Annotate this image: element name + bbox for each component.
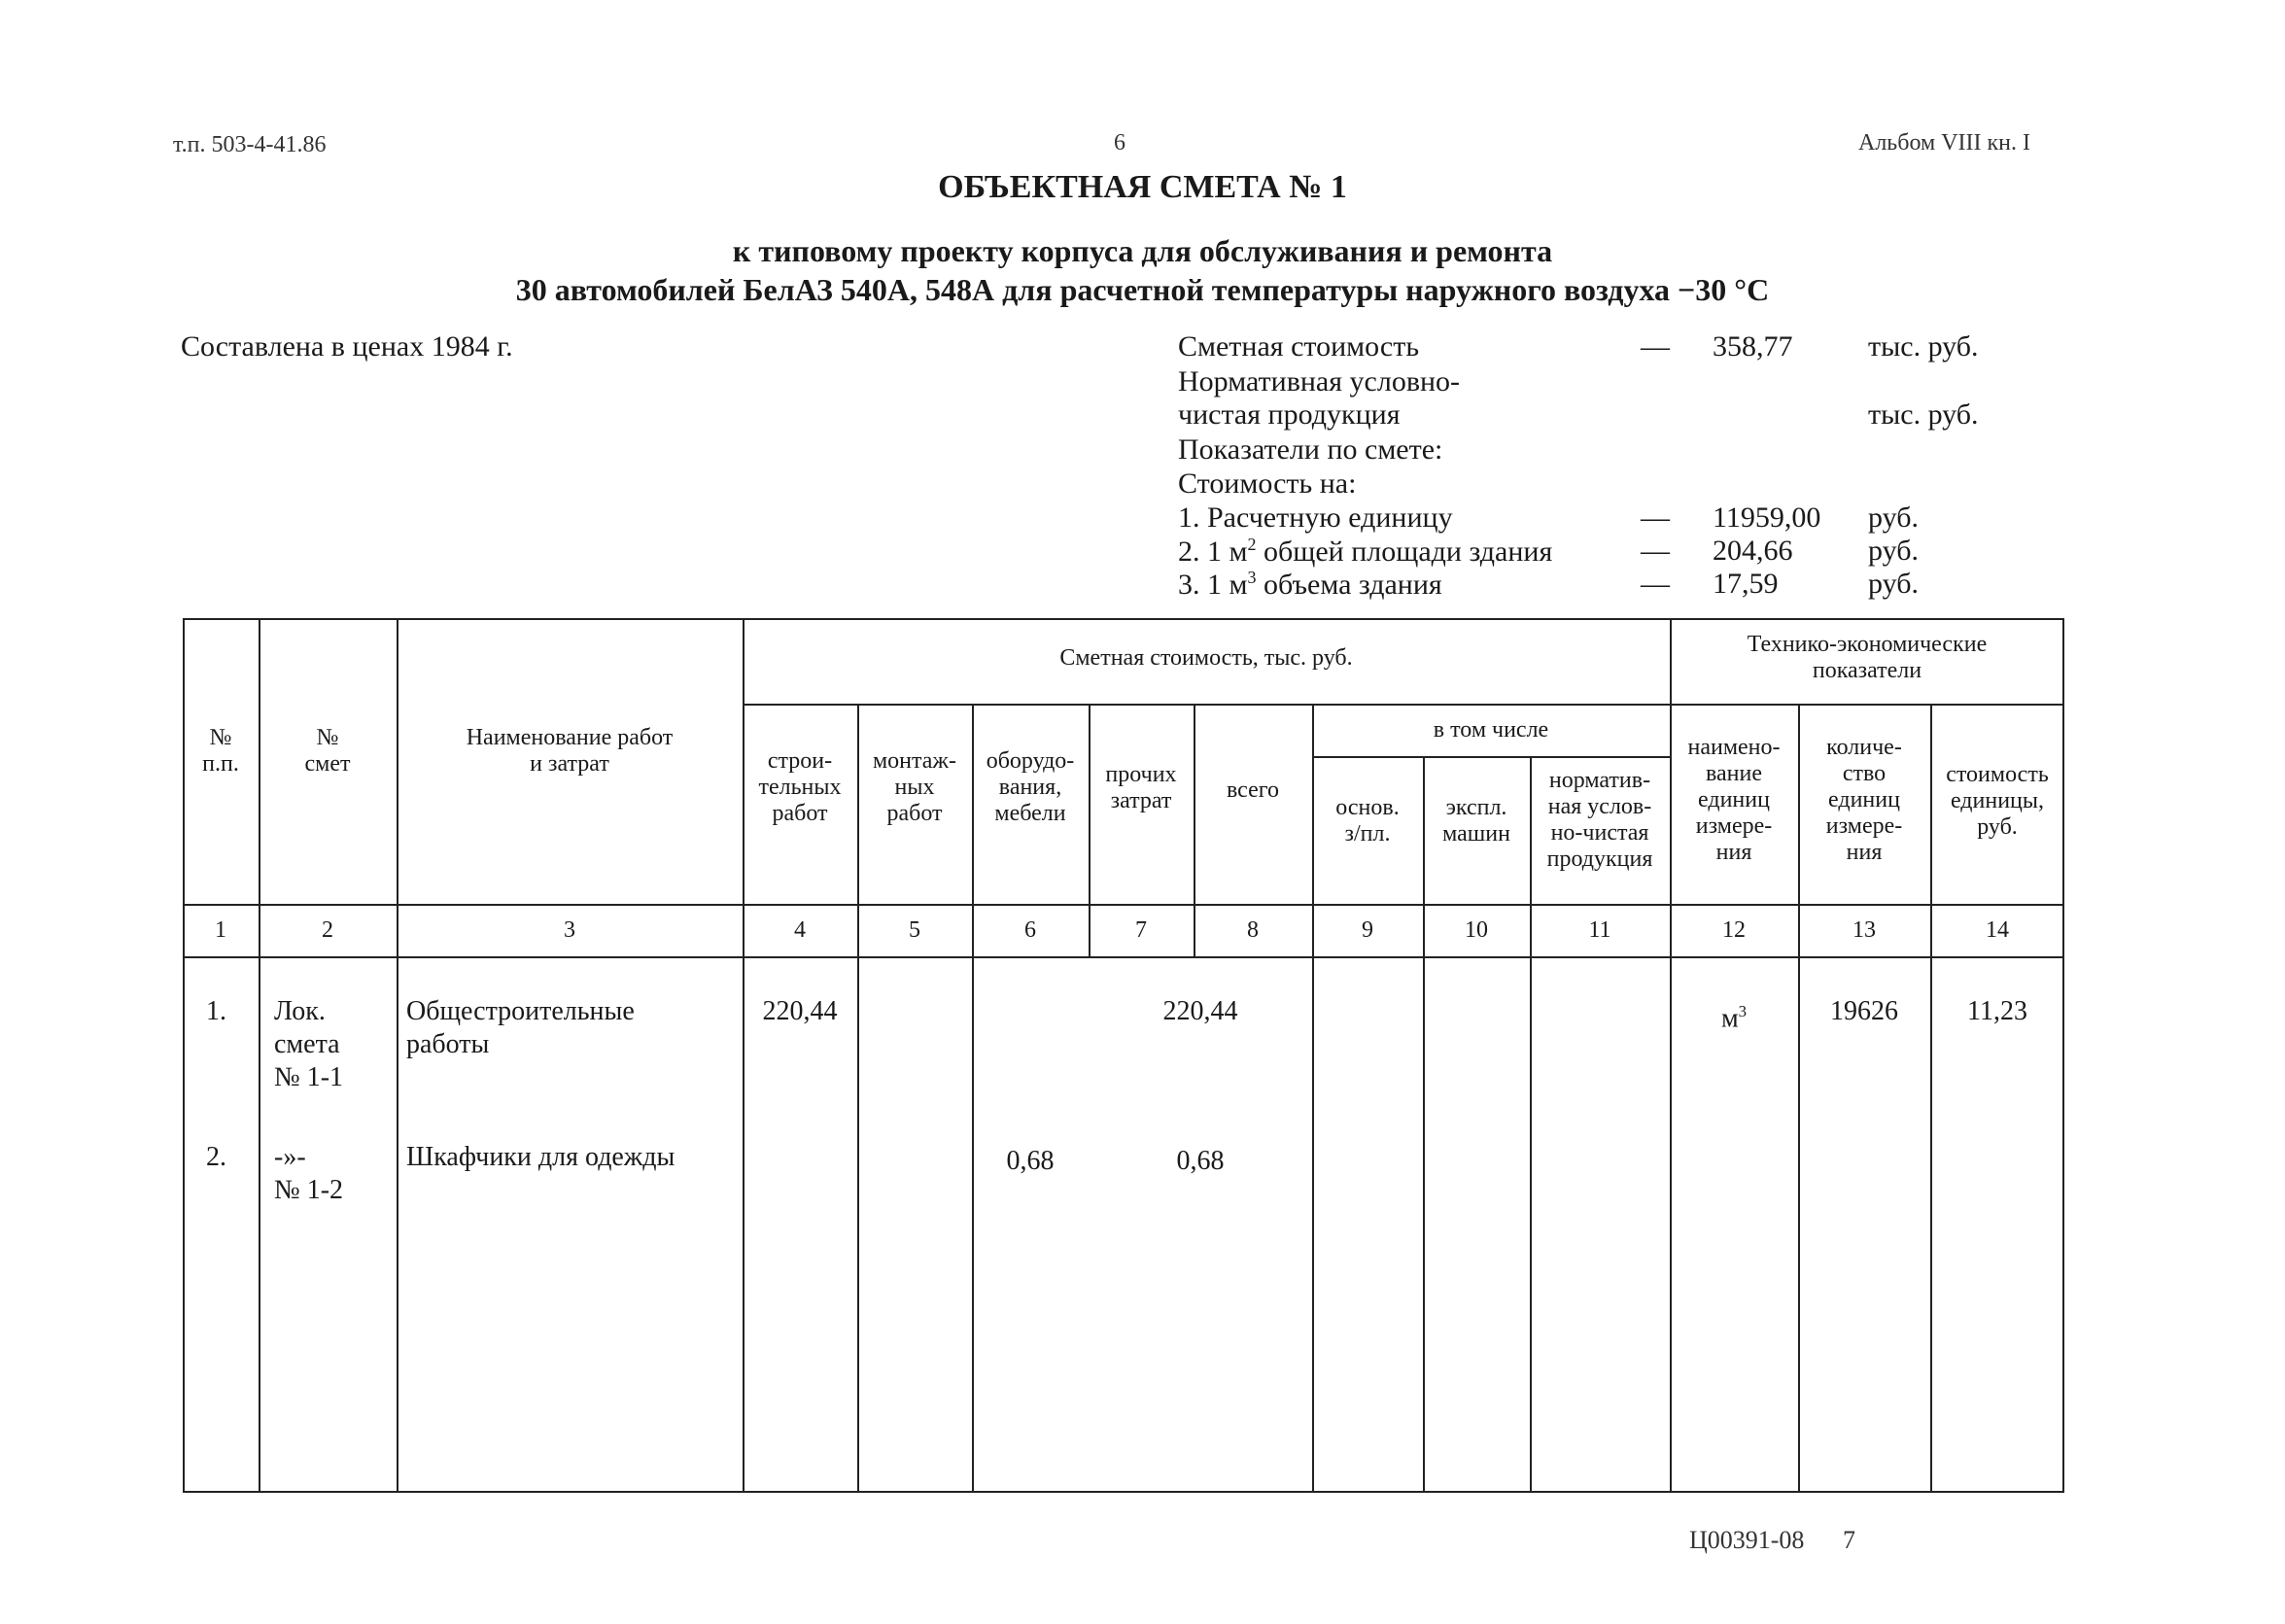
summary-item-3-dash: — [1641,568,1670,600]
subtitle-line-1: к типовому проекту корпуса для обслуживания и ремонта [732,233,1553,268]
col-header-smeta: № смет [304,725,351,777]
table-row-1-build: 220,44 [762,996,838,1026]
footer-sheet: 7 [1843,1526,1855,1554]
summary-item-1-value: 11959,00 [1713,501,1821,534]
col-number: 1 [215,917,226,943]
table-row-1-no: 1. [206,996,226,1026]
col-number: 6 [1024,917,1036,943]
table-row-2-name: Шкафчики для одежды [406,1142,675,1172]
col-number: 8 [1247,917,1259,943]
rule-group-header [743,704,2064,706]
table-row-1-name: Общестроительные работы [406,996,635,1059]
summary-item-2-label: 2. 1 $м^2$ общей площади здания [1178,535,1553,568]
indicators-label: Показатели по смете: [1178,433,1443,466]
group-tech-header: Технико-экономические показатели [1747,632,1988,683]
footer-code: Ц00391-08 [1689,1526,1805,1554]
group-incl-header: в том числе [1433,717,1549,743]
col-header-unit-name: наимено- вание единиц измере- ния [1687,735,1781,865]
cost-unit: тыс. руб. [1868,330,1979,363]
col-number: 5 [909,917,920,943]
summary-item-1-unit: руб. [1868,501,1919,534]
cost-dash: — [1641,330,1670,363]
col-header-unit-qty: количе- ство единиц измере- ния [1825,735,1903,865]
summary-item-2-value: 204,66 [1713,535,1793,567]
rule-numbers-bottom [183,956,2064,958]
table-row-1-unit-cost: 11,23 [1967,996,2027,1026]
table-row-2-total: 0,68 [1176,1146,1225,1176]
rule-header-bottom [183,904,2064,906]
group-cost-header: Сметная стоимость, тыс. руб. [1059,645,1353,671]
col-header-no: № п.п. [202,725,239,777]
col-number: 9 [1362,917,1373,943]
col-number: 10 [1465,917,1488,943]
table-row-1-smeta: Лок. смета № 1-1 [274,996,344,1092]
col-number: 4 [794,917,806,943]
col-header-equip: оборудо- вания, мебели [986,748,1075,826]
col-header-build: строи- тельных работ [758,748,842,826]
summary-item-3-unit: руб. [1868,568,1919,600]
page-number: 6 [1114,130,1125,155]
summary-item-3-value: 17,59 [1713,568,1779,600]
col-number: 14 [1986,917,2009,943]
table-row-1-unit-qty: 19626 [1830,996,1898,1026]
summary-item-3-label: 3. 1 $м^3$ объема здания [1178,568,1442,601]
col-header-unit-cost: стоимость единицы, руб. [1946,762,2049,840]
col-header-name: Наименование работ и затрат [466,725,674,777]
table-row-1-total: 220,44 [1162,996,1238,1026]
page-title: ОБЪЕКТНАЯ СМЕТА № 1 [938,169,1347,205]
col-number: 11 [1588,917,1611,943]
table-row-2-no: 2. [206,1142,226,1172]
norm-label-1: Нормативная условно- [1178,365,1461,397]
col-number: 2 [322,917,333,943]
cost-value: 358,77 [1713,330,1793,363]
col-number: 12 [1722,917,1746,943]
summary-item-2-unit: руб. [1868,535,1919,567]
col-header-norm: норматив- ная услов- но-чистая продукция [1546,768,1653,872]
summary-item-2-dash: — [1641,535,1670,567]
table-row-1-unit-name: $м^3$ [1720,1002,1748,1034]
summary-item-1-dash: — [1641,501,1670,534]
prices-note: Составлена в ценах 1984 г. [181,330,513,363]
norm-label-2: чистая продукция [1178,398,1401,431]
summary-item-1-label: 1. Расчетную единицу [1178,501,1453,534]
table-row-2-smeta: -»- № 1-2 [274,1142,344,1205]
col-header-basic: основ. з/пл. [1335,795,1400,847]
col-divider [1423,756,1425,1493]
col-number: 3 [564,917,575,943]
cost-label: Сметная стоимость [1178,330,1420,363]
album-label: Альбом VIII кн. I [1858,130,2030,155]
doc-code: т.п. 503-4-41.86 [173,132,327,157]
rule-incl-header [1312,756,1670,758]
col-header-other: прочих затрат [1105,762,1177,813]
col-header-total: всего [1226,777,1280,803]
col-header-mount: монтаж- ных работ [872,748,957,826]
col-header-mach: экспл. машин [1442,795,1510,847]
subtitle-line-2: 30 автомобилей БелАЗ 540А, 548А для расчетной температуры наружного воздуха −30 °С [515,272,1770,307]
cost-on-label: Стоимость на: [1178,467,1357,500]
col-number: 13 [1852,917,1876,943]
table-row-2-equip: 0,68 [1006,1146,1055,1176]
norm-unit: тыс. руб. [1868,398,1979,431]
col-number: 7 [1135,917,1147,943]
